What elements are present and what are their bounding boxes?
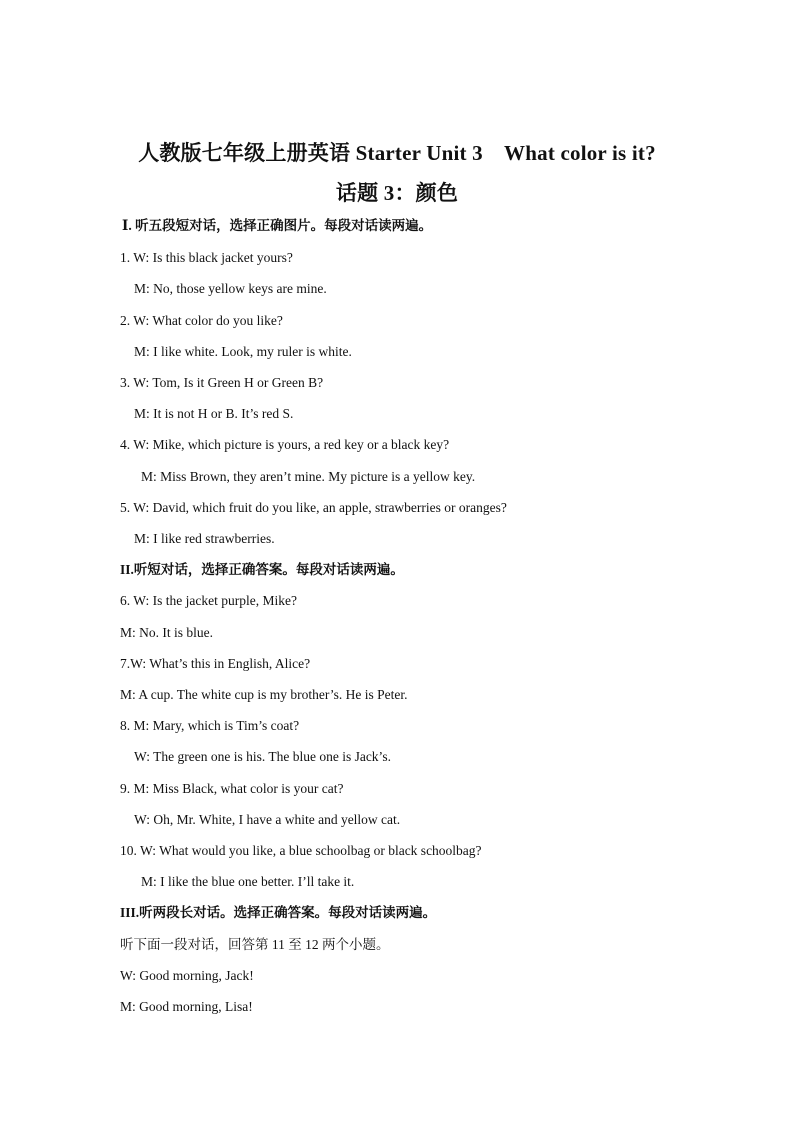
dialogue-line: 10. W: What would you like, a blue schoolbag or black schoolbag? xyxy=(120,843,482,858)
dialogue-line: M: It is not H or B. It’s red S. xyxy=(134,406,294,421)
dialogue-line: M: No, those yellow keys are mine. xyxy=(134,281,327,296)
dialogue-line: 6. W: Is the jacket purple, Mike? xyxy=(120,593,297,608)
dialogue-line: 7.W: What’s this in English, Alice? xyxy=(120,656,311,671)
dialogue-line: M: I like white. Look, my ruler is white. xyxy=(134,344,352,359)
document-subtitle: 话题 3：颜色 xyxy=(335,181,459,205)
dialogue-line: M: No. It is blue. xyxy=(120,625,213,640)
dialogue-line: M: I like red strawberries. xyxy=(134,531,275,546)
dialogue-line: M: Good morning, Lisa! xyxy=(120,999,253,1014)
section-3-heading: III.听两段长对话。选择正确答案。每段对话读两遍。 xyxy=(120,905,437,920)
section-1-heading: Ⅰ. 听五段短对话，选择正确图片。每段对话读两遍。 xyxy=(122,218,433,233)
dialogue-line: 5. W: David, which fruit do you like, an apple, strawberries or oranges? xyxy=(120,500,507,515)
document-title: 人教版七年级上册英语 Starter Unit 3 What color is it? xyxy=(138,141,656,165)
dialogue-line: 1. W: Is this black jacket yours? xyxy=(120,250,293,265)
section-3-intro: 听下面一段对话，回答第 11 至 12 两个小题。 xyxy=(120,937,390,952)
dialogue-line: W: Oh, Mr. White, I have a white and yellow cat. xyxy=(134,812,401,827)
dialogue-line: M: I like the blue one better. I’ll take it. xyxy=(141,874,355,889)
dialogue-line: W: Good morning, Jack! xyxy=(120,968,254,983)
dialogue-line: 8. M: Mary, which is Tim’s coat? xyxy=(120,718,300,733)
dialogue-line: 9. M: Miss Black, what color is your cat? xyxy=(120,781,344,796)
dialogue-line: M: Miss Brown, they aren’t mine. My picture is a yellow key. xyxy=(141,469,476,484)
dialogue-line: M: A cup. The white cup is my brother’s. He is Peter. xyxy=(120,687,408,702)
dialogue-line: 4. W: Mike, which picture is yours, a red key or a black key? xyxy=(120,437,450,452)
dialogue-line: W: The green one is his. The blue one is Jack’s. xyxy=(134,749,391,764)
dialogue-line: 2. W: What color do you like? xyxy=(120,313,283,328)
dialogue-line: 3. W: Tom, Is it Green H or Green B? xyxy=(120,375,324,390)
section-2-heading: II.听短对话，选择正确答案。每段对话读两遍。 xyxy=(120,562,404,577)
